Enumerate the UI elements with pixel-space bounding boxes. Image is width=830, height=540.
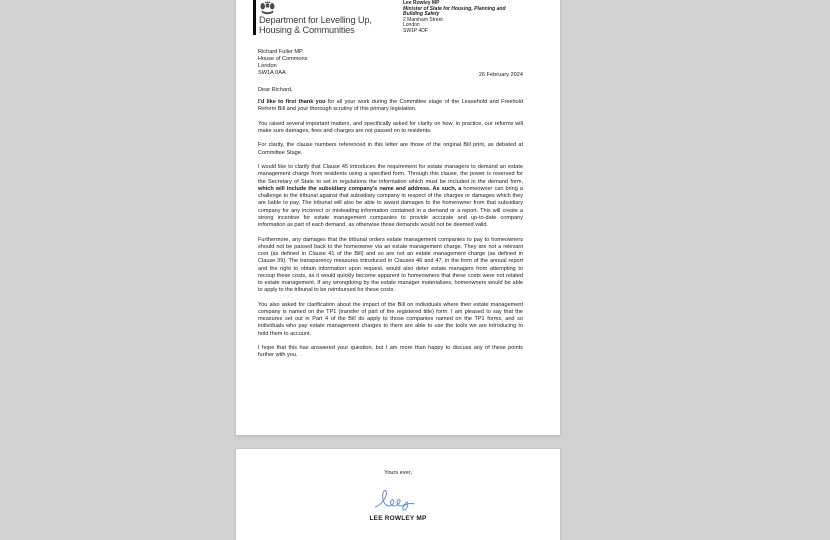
department-name-line1: Department for Levelling Up, — [259, 15, 372, 25]
body-paragraph: You raised several important matters, and specifically asked for clarity on how, in practice, our reforms will make sure damages, fees and charges are not passed on to residents. — [258, 120, 523, 134]
sender-name: Lee Rowley MP — [403, 0, 440, 6]
sender-role-line1: Minister of State for Housing, Planning and — [403, 5, 506, 12]
letter-page-1 — [236, 0, 560, 435]
body-paragraph: I'd like to first thank you for all your work during the Committee stage of the Leasehold and Freehold Reform Bill and your thorough scrutiny of this primary legislation. — [258, 99, 523, 113]
body-paragraph: For clarity, the clause numbers referenced in this letter are those of the original Bill print, as debated at Committee Stage. — [258, 142, 523, 156]
letter-body — [258, 99, 523, 367]
closing-line: Yours ever, — [384, 470, 412, 476]
sender-block — [403, 1, 506, 34]
recipient-address-line1: House of Commons — [258, 55, 308, 62]
sender-address-line2: London — [403, 22, 420, 28]
logo-bar — [253, 0, 256, 35]
royal-crest-icon — [260, 1, 275, 15]
letter-date: 26 February 2024 — [478, 72, 523, 78]
signature-icon — [373, 486, 423, 514]
sender-address-line3: SW1P 4DF — [403, 27, 428, 34]
recipient-postcode: SW1A 0AA — [258, 69, 286, 76]
body-paragraph: You also asked for clarification about the impact of the Bill on individuals where their estate management company is named on the TP1 (transfer of part of the registered title) form. I am pleased to say that the measures set out in Part 4 of the Bill do apply to those companies named on the TP1 forms, and so individuals who pay estate management charges to them are able to use the tools we are introducing to hold them to account. — [258, 301, 523, 337]
signature-path — [376, 491, 415, 511]
recipient-address-line2: London — [258, 62, 277, 69]
sender-address-line1: 2 Marsham Street — [403, 16, 443, 23]
recipient-name: Richard Fuller MP — [258, 49, 303, 55]
body-paragraph: I hope that this has answered your question, but I am more than happy to discuss any of these points further with you. — [258, 345, 523, 359]
department-name — [259, 15, 372, 35]
recipient-block — [258, 49, 307, 77]
sender-role-line2: Building Safety — [403, 11, 440, 17]
salutation: Dear Richard, — [258, 87, 293, 93]
body-paragraph: Furthermore, any damages that the tribunal orders estate management companies to pay to homeowners should not be passed back to the homeowner via an estate management charge. They are not a relevant cost (as defined in Clause 41 of the Bill) and so are not an estate management charge (as defined in Clause 39). The transparency measures introduced in Clauses 46 and 47, in the form of the annual report and the right to obtain information upon request, would also deter estate managers from attempting to recoup these costs, as it would quickly become apparent to homeowners that these costs were not related to estate management. If any wrongdoing by the estate manager materialises, homeowners would be able to apply to the tribunal to be reimbursed for these costs. — [258, 236, 523, 294]
department-name-line2: Housing & Communities — [259, 25, 355, 35]
body-paragraph: I would like to clarify that Clause 45 introduces the requirement for estate managers to demand an estate management charge from residents using a specified form. Through this clause, the power is reserved for the Secretary of State to set in regulations the information which must be included in the demand form, which will include the subsidiary company's name and address. As such, a homeowner can bring a challenge to the tribunal against that subsidiary company in respect of the charges or damages which they are liable to pay. The tribunal will also be able to award damages to the homeowner from that subsidiary company for any incorrect or misleading information contained in a demand or a report. This will create a strong incentive for estate management companies to provide accurate and up-to-date company information as part of each demand, as otherwise those demands would not be deemed valid. — [258, 164, 523, 229]
letter-page-2 — [236, 449, 560, 540]
signatory-name: LEE ROWLEY MP — [369, 515, 427, 522]
